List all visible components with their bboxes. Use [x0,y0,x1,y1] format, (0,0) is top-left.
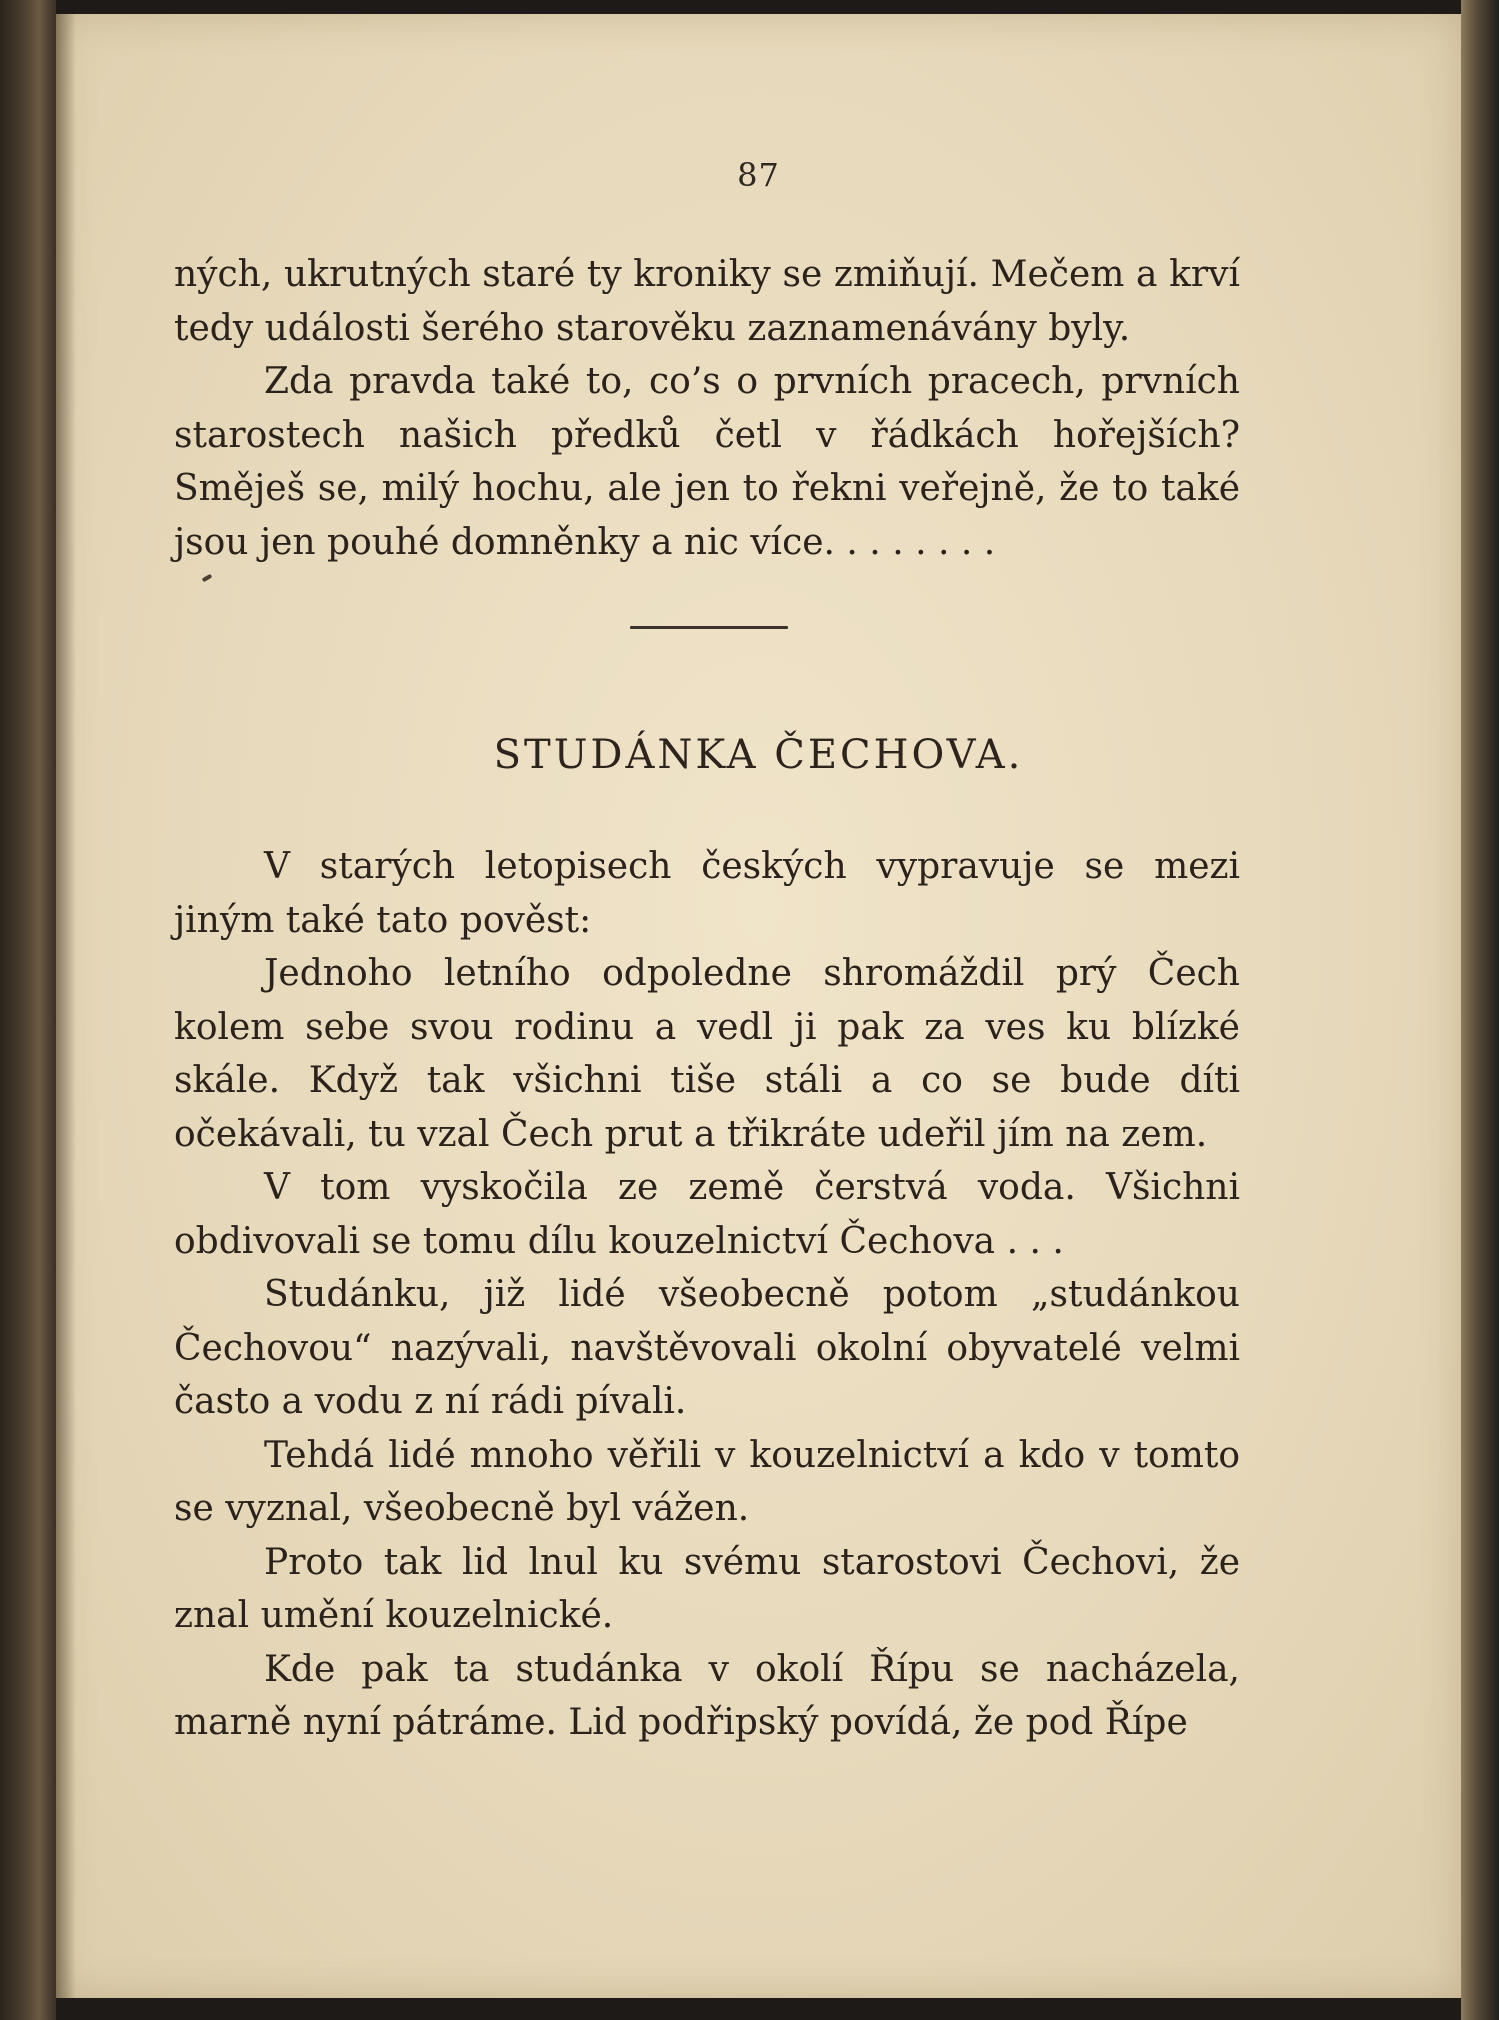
paragraph: Jednoho letního odpoledne shromáždil prý Čech kolem sebe svou rodinu a vedl ji pak za ves ku blízké skále. Když tak všichni tiše stáli a co se bude díti očekávali, tu vzal Čech prut a třikráte udeřil jím na zem. [174,953,1240,1155]
book-spine-edge [0,0,56,2020]
paragraph: Tehdá lidé mnoho věřili v kouzelnictví a kdo v tomto se vyznal, všeobecně byl vážen. [174,1434,1240,1529]
paragraph: V starých letopisech českých vypravuje se mezi jiným také tato pověst: [174,846,1240,941]
paragraph: V tom vyskočila ze země čerstvá voda. Všichni obdivovali se tomu dílu kouzelnictví Čechova . . . [174,1167,1240,1262]
page-stack-edge [1461,0,1499,2020]
paragraph: Zda pravda také to, co’s o prvních pracech, prvních starostech našich předků četl v řádkách hořejších? Směješ se, milý hochu, ale jen to řekni veřejně, že to také jsou jen pouhé domněnky a nic více. . . . . . . . [174,361,1240,563]
paragraph: Proto tak lid lnul ku svému starostovi Čechovi, že znal umění kouzelnické. [174,1541,1240,1636]
page-number: 87 [737,156,780,194]
section-divider [630,626,788,629]
section-title: STUDÁNKA ČECHOVA. [493,732,1024,778]
book-page [56,14,1461,1998]
paragraph: ných, ukrutných staré ty kroniky se zmiňují. Mečem a krví tedy události šerého starověku zaznamenávány byly. [174,254,1240,349]
continued-text [174,248,1240,569]
paragraph: Studánku, již lidé všeobecně potom „studánkou Čechovou“ nazývali, navštěvovali okolní obyvatelé velmi často a vodu z ní rádi pívali. [174,1274,1240,1422]
section-text [174,840,1240,1750]
gutter-shadow [56,14,76,1998]
paragraph: Kde pak ta studánka v okolí Řípu se nacházela, marně nyní pátráme. Lid podřipský povídá, že pod Řípe [174,1648,1240,1743]
ink-mark [202,574,213,582]
